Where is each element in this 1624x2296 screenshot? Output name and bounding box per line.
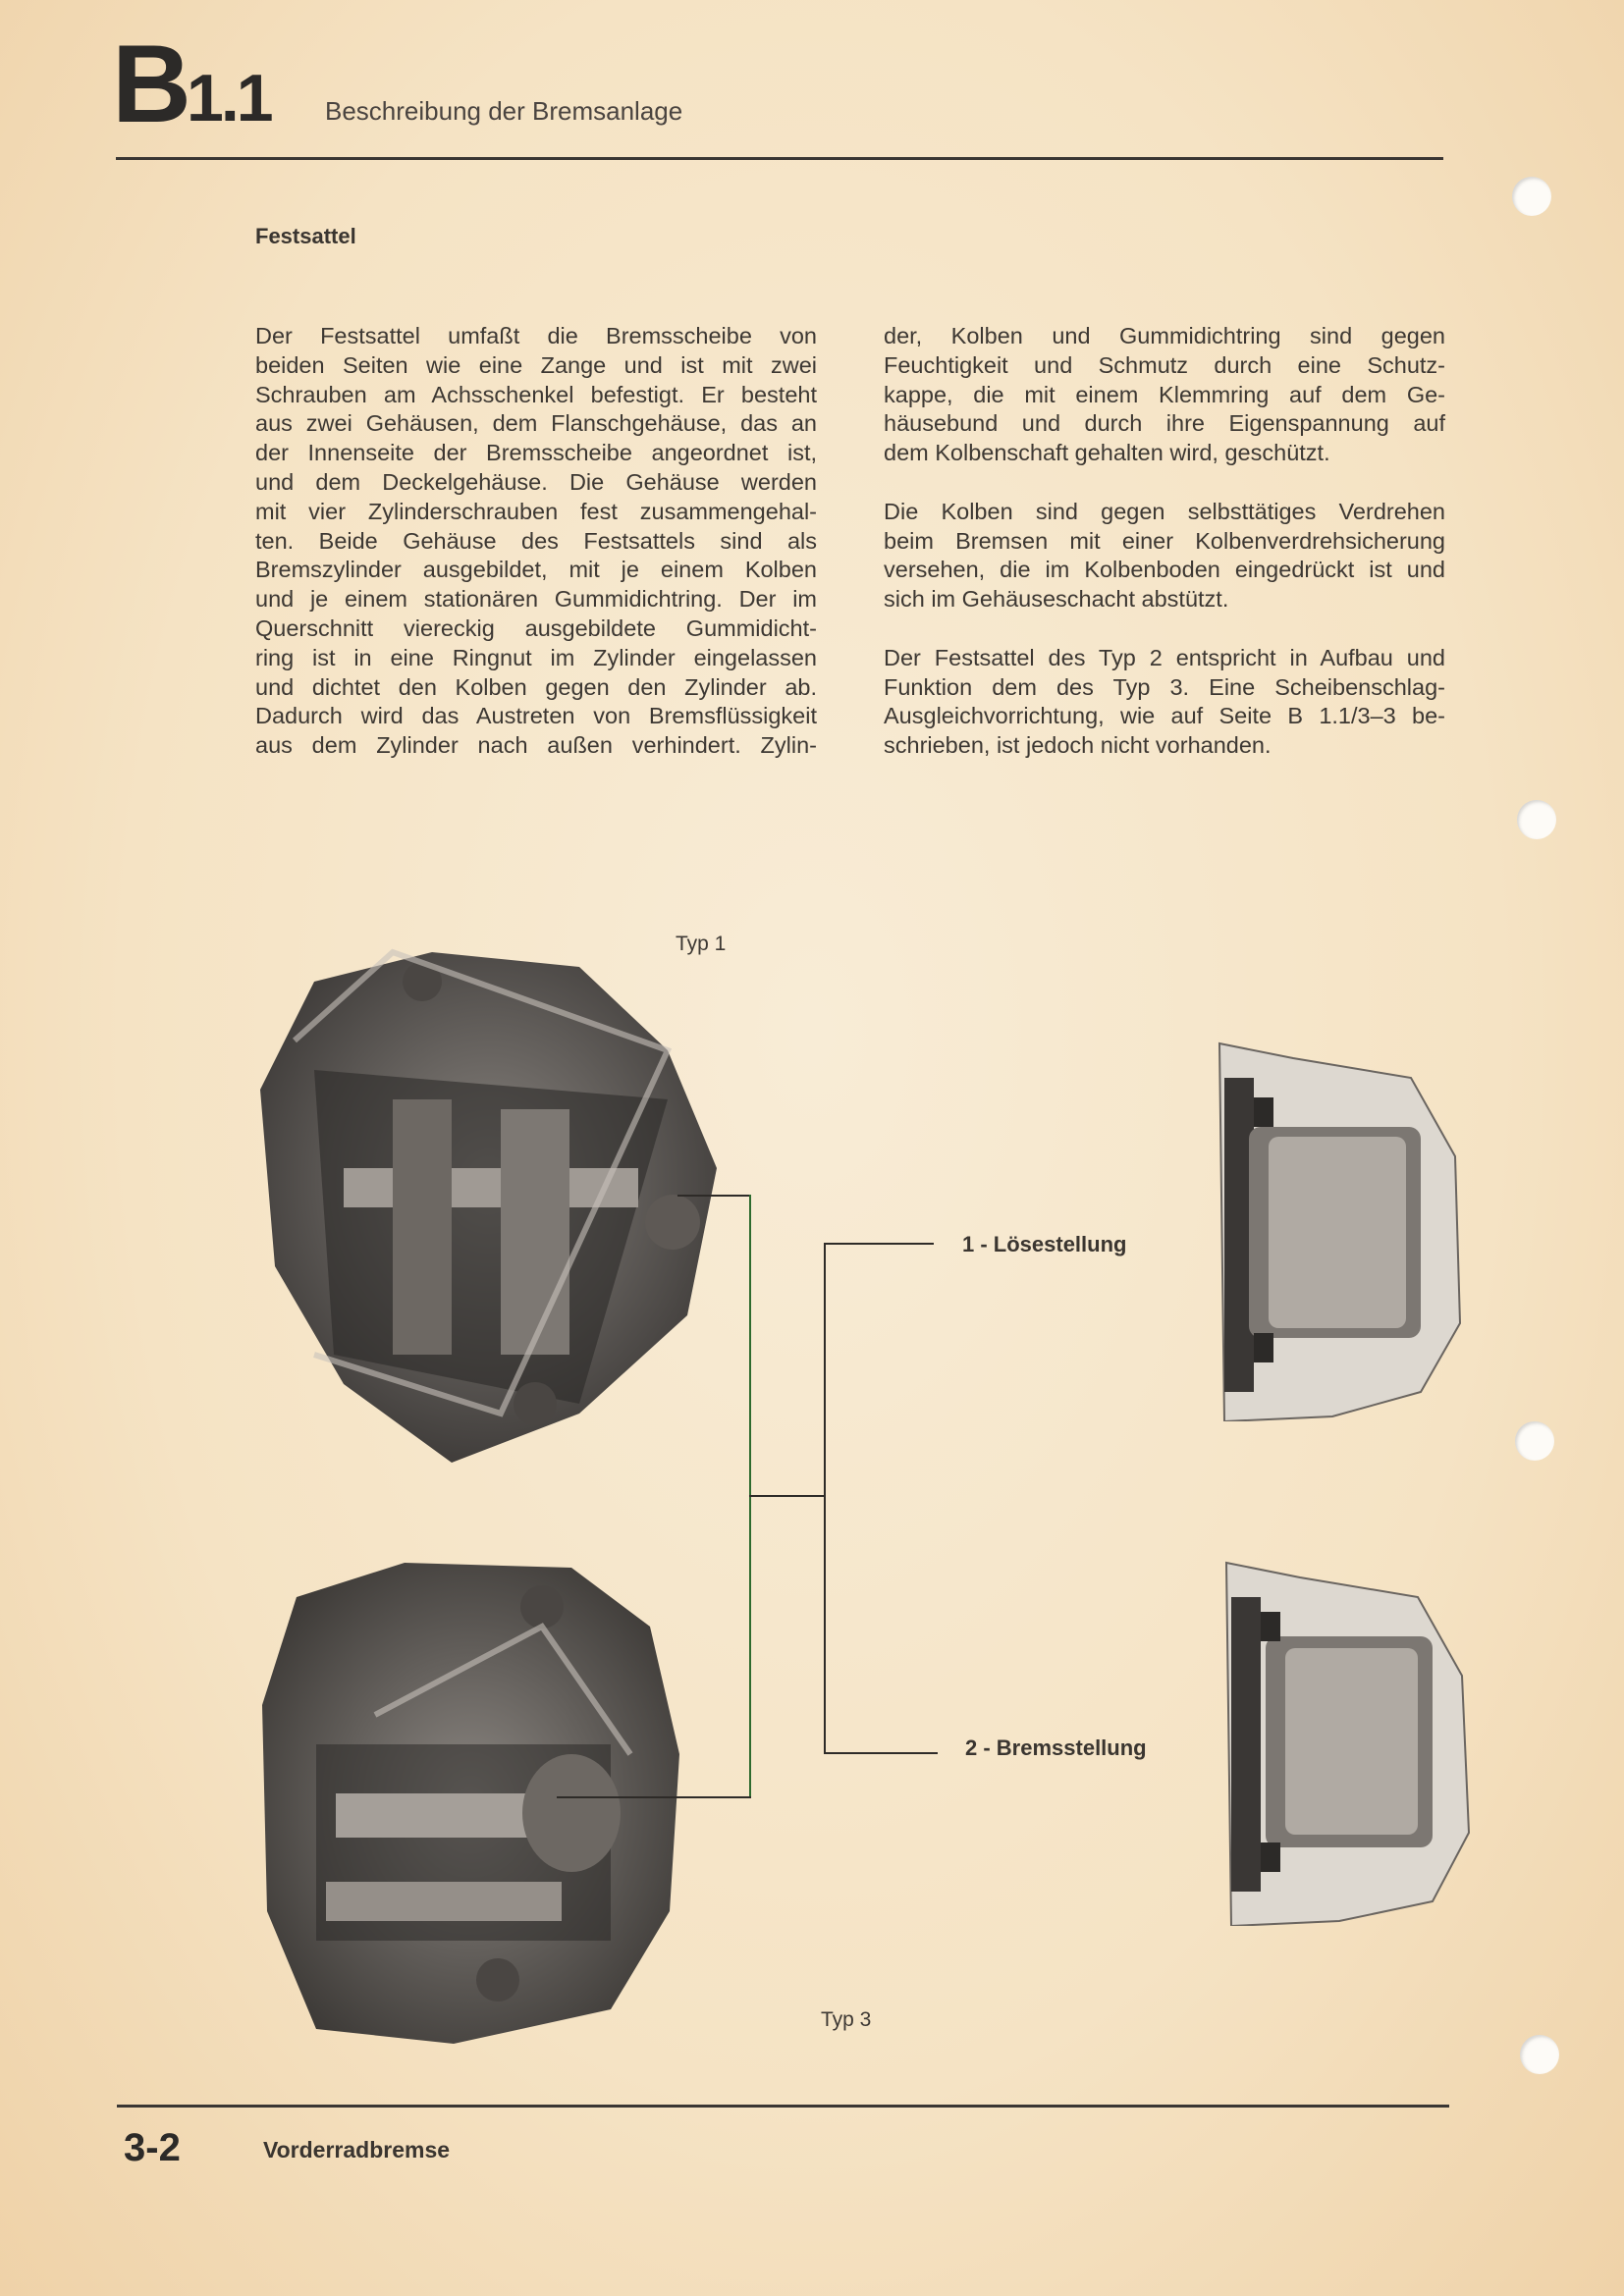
text-line: Die Kolben sind gegen selbsttätiges Verdrehen xyxy=(884,498,1445,524)
binder-hole xyxy=(1515,1421,1554,1461)
text-line: häusebund und durch ihre Eigenspannung auf xyxy=(884,410,1445,437)
section-letter: B xyxy=(112,23,191,145)
text-line: beim Bremsen mit einer Kolbenverdrehsicherung xyxy=(884,527,1445,554)
leader-line xyxy=(677,1195,749,1197)
text-line: und dem Deckelgehäuse. Die Gehäuse werden xyxy=(255,468,817,495)
page-title: Beschreibung der Bremsanlage xyxy=(325,96,683,126)
text-line: beiden Seiten wie eine Zange und ist mit zwei xyxy=(255,351,817,378)
paragraph xyxy=(884,644,1445,761)
text-line: der, Kolben und Gummidichtring sind gegen xyxy=(884,323,1445,348)
text-column-right xyxy=(884,322,1445,790)
text-line: Ausgleichvorrichtung, wie auf Seite B 1.1/3–3 be- xyxy=(884,703,1445,729)
text-column-left xyxy=(255,322,817,790)
text-line: ten. Beide Gehäuse des Festsattels sind als xyxy=(255,527,817,554)
label-release-position: 1 - Lösestellung xyxy=(962,1232,1127,1256)
text-line: Funktion dem des Typ 3. Eine Scheibenschlag- xyxy=(884,673,1445,700)
caliper-photo-typ3 xyxy=(257,1558,689,2044)
text-line: Bremszylinder ausgebildet, mit je einem Kolben xyxy=(255,557,817,583)
text-line: aus dem Zylinder nach außen verhindert. Zylin- xyxy=(255,732,817,759)
text-line: ring ist in eine Ringnut im Zylinder eingelassen xyxy=(255,644,817,670)
text-line: Feuchtigkeit und Schmutz durch eine Schutz- xyxy=(884,351,1445,378)
paragraph xyxy=(884,498,1445,614)
cross-section-braking-position xyxy=(1221,1558,1477,1926)
text-line: sich im Gehäuseschacht abstützt. xyxy=(884,586,1229,613)
text-line: Der Festsattel umfaßt die Bremsscheibe von xyxy=(255,323,817,348)
text-line: kappe, die mit einem Klemmring auf dem Ge- xyxy=(884,381,1445,407)
leader-line xyxy=(824,1243,826,1753)
page-number: 3-2 xyxy=(124,2126,181,2169)
text-line: Dadurch wird das Austreten von Bremsflüssigkeit xyxy=(255,703,817,729)
section-number: 1.1 xyxy=(187,61,271,135)
text-line: und je einem stationären Gummidichtring. Der im xyxy=(255,586,817,613)
text-line: Schrauben am Achsschenkel befestigt. Er besteht xyxy=(255,381,817,407)
text-line: versehen, die im Kolbenboden eingedrückt ist und xyxy=(884,557,1445,583)
text-line: der Innenseite der Bremsscheibe angeordnet ist, xyxy=(255,440,817,466)
leader-line xyxy=(824,1243,934,1245)
text-line: mit vier Zylinderschrauben fest zusammengehal- xyxy=(255,498,817,524)
caption-typ3: Typ 3 xyxy=(821,2008,872,2031)
leader-line xyxy=(557,1796,751,1798)
paragraph xyxy=(255,322,817,761)
text-line: Der Festsattel des Typ 2 entspricht in Aufbau und xyxy=(884,644,1445,670)
paragraph xyxy=(884,322,1445,468)
binder-hole xyxy=(1517,800,1556,839)
leader-line xyxy=(824,1752,938,1754)
section-heading: Festsattel xyxy=(255,224,356,248)
text-line: aus zwei Gehäusen, dem Flanschgehäuse, das an xyxy=(255,410,817,437)
caption-typ1: Typ 1 xyxy=(676,933,727,955)
text-line: Querschnitt viereckig ausgebildete Gummidicht- xyxy=(255,614,817,641)
footer-rule xyxy=(117,2105,1449,2108)
label-braking-position: 2 - Bremsstellung xyxy=(965,1735,1147,1760)
text-line: und dichtet den Kolben gegen den Zylinder ab. xyxy=(255,673,817,700)
binder-hole xyxy=(1512,177,1551,216)
chapter-title: Vorderradbremse xyxy=(263,2137,451,2163)
cross-section-release-position xyxy=(1215,1039,1470,1421)
header-rule xyxy=(116,157,1443,160)
binder-hole xyxy=(1520,2035,1559,2074)
caliper-photo-typ1 xyxy=(255,942,727,1468)
text-line: dem Kolbenschaft gehalten wird, geschützt. xyxy=(884,440,1330,466)
text-line: schrieben, ist jedoch nicht vorhanden. xyxy=(884,732,1272,759)
leader-line xyxy=(749,1495,825,1497)
